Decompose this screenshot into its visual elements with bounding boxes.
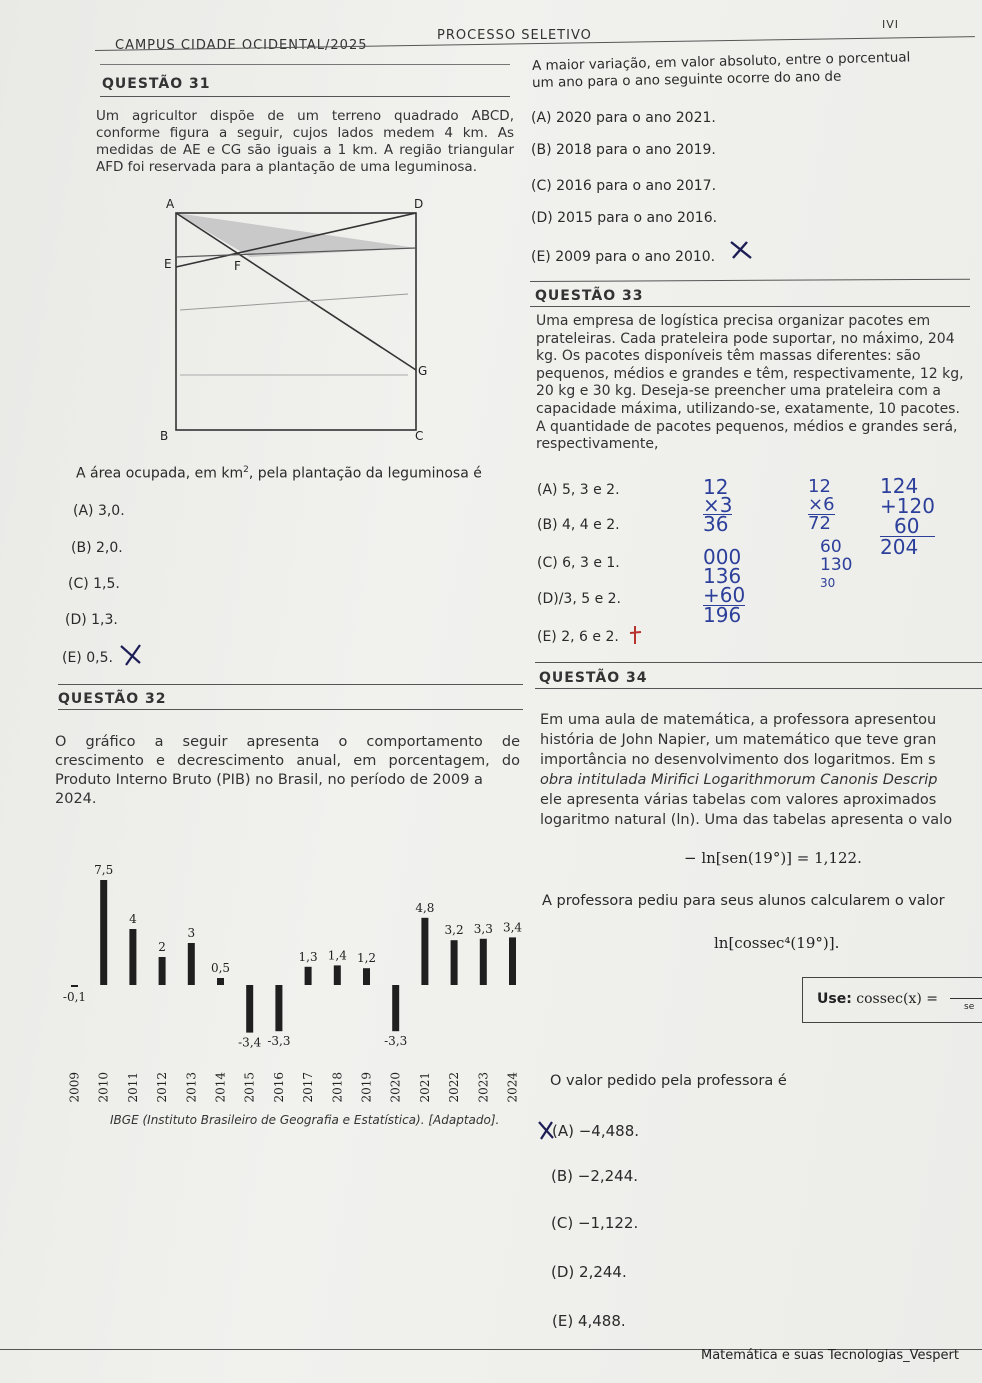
q33-option-e[interactable]: (E) 2, 6 e 2.	[537, 629, 619, 645]
data-label-2024: 3,4	[502, 920, 523, 935]
x-tick-2015: 2015	[242, 1072, 257, 1103]
q30-option-a[interactable]: (A) 2020 para o ano 2021.	[531, 110, 716, 126]
q34-top-rule	[535, 662, 982, 663]
q33-line-2: prateleiras. Cada prateleira pode suportar, no máximo, 204	[536, 330, 955, 347]
use-label: Use:	[817, 991, 852, 1007]
q31-option-e[interactable]: (E) 0,5.	[62, 650, 113, 666]
bar-2016	[275, 985, 282, 1031]
q33-text	[536, 313, 976, 454]
q31-option-d[interactable]: (D) 1,3.	[65, 612, 118, 628]
q31-title: QUESTÃO 31	[102, 76, 211, 92]
q32-line-2: crescimento e decrescimento anual, em porcentagem, do	[55, 753, 520, 769]
q33-option-a[interactable]: (A) 5, 3 e 2.	[537, 482, 620, 498]
square-figure	[150, 190, 440, 450]
bar-2009	[71, 985, 78, 987]
x-tick-2009: 2009	[67, 1072, 82, 1103]
q33-option-b[interactable]: (B) 4, 4 e 2.	[537, 517, 620, 533]
data-label-2020: -3,3	[384, 1034, 408, 1049]
q34-option-b[interactable]: (B) −2,244.	[551, 1167, 639, 1185]
use-hint	[817, 991, 938, 1007]
label-a: A	[166, 197, 175, 211]
q34-line-6: logaritmo natural (ln). Uma das tabelas apresenta o valo	[540, 812, 953, 828]
data-label-2015: -3,4	[238, 1035, 262, 1050]
q34-line-2: história de John Napier, um matemático que teve gran	[540, 732, 937, 748]
q34-title: QUESTÃO 34	[539, 670, 648, 686]
pib-bar-chart	[40, 840, 530, 1110]
q31-question	[76, 465, 482, 482]
x-tick-2018: 2018	[330, 1072, 345, 1103]
q30-option-b[interactable]: (B) 2018 para o ano 2019.	[531, 142, 716, 158]
label-e: E	[164, 257, 172, 271]
bar-2019	[363, 968, 370, 985]
top-left-rule	[100, 64, 510, 65]
q31-option-c[interactable]: (C) 1,5.	[68, 576, 120, 592]
q32-line-1: O gráfico a seguir apresenta o comportamento de	[55, 734, 520, 750]
q32-top-rule	[58, 684, 523, 685]
bar-2017	[305, 967, 312, 985]
handwriting-calc-1: 12 ×3 36	[703, 475, 733, 536]
handwriting-calc-5: 60 130 30	[820, 537, 853, 590]
data-label-2022: 3,2	[444, 923, 464, 938]
q31-title-rule	[100, 96, 510, 97]
bar-2013	[188, 943, 195, 985]
q31-option-a[interactable]: (A) 3,0.	[73, 503, 125, 519]
triangle-afd	[176, 213, 416, 257]
q33-option-d[interactable]: (D)/3, 5 e 2.	[537, 591, 622, 607]
data-label-2011: 4	[129, 912, 137, 926]
q30-text-line2: um ano para o ano seguinte ocorre do ano de	[531, 68, 842, 91]
x-tick-2023: 2023	[476, 1072, 491, 1103]
q34-formula-2: ln[cossec⁴(19°)].	[714, 934, 840, 952]
bar-2022	[451, 940, 458, 985]
x-tick-2010: 2010	[96, 1072, 111, 1103]
q34-option-d[interactable]: (D) 2,244.	[551, 1263, 627, 1281]
q31-question-pre: A área ocupada, em	[76, 465, 222, 482]
footer-label: Matemática e suas Tecnologias_Vespert	[701, 1348, 959, 1363]
q30-answer-mark	[727, 238, 757, 262]
q33-line-4: pequenos, médios e grandes e têm, respectivamente, 12 kg,	[536, 365, 964, 382]
q31-question-exp: 2	[243, 465, 249, 475]
q33-line-1: Uma empresa de logística precisa organizar pacotes em	[536, 313, 931, 329]
q33-top-rule	[530, 279, 970, 282]
bar-2021	[421, 918, 428, 985]
q32-title-rule	[58, 709, 523, 710]
q34-text	[540, 710, 982, 830]
use-frac-den: se	[964, 1002, 975, 1012]
q33-option-c[interactable]: (C) 6, 3 e 1.	[537, 555, 620, 571]
q32-line-4: 2024.	[55, 791, 97, 807]
processo-header: PROCESSO SELETIVO	[437, 28, 592, 43]
q33-line-6: capacidade máxima, utilizando-se, exatamente, 10 pacotes.	[536, 400, 960, 417]
pencil-line-2	[180, 294, 408, 310]
label-d: D	[414, 197, 424, 211]
bar-2010	[100, 880, 107, 985]
q33-line-3: kg. Os pacotes disponíveis têm massas diferentes: são	[536, 348, 921, 365]
bar-2015	[246, 985, 253, 1033]
bar-2018	[334, 965, 341, 985]
use-formula: cossec(x) =	[856, 991, 939, 1007]
bar-2011	[129, 929, 136, 985]
label-f: F	[234, 259, 241, 273]
data-label-2017: 1,3	[298, 949, 318, 964]
x-tick-2017: 2017	[301, 1072, 316, 1103]
q31-text: Um agricultor dispõe de um terreno quadrado ABCD, conforme figura a seguir, cujos lados medem 4 km. As medidas de AE e CG são iguais a 1 km. A região triangular AFD foi reservada para a plantação de uma leguminosa.	[96, 108, 514, 175]
q31-question-unit: km	[221, 465, 244, 482]
data-label-2013: 3	[187, 926, 196, 940]
data-label-2014: 0,5	[210, 961, 231, 975]
q33-line-7: A quantidade de pacotes pequenos, médios e grandes será,	[536, 418, 958, 435]
use-frac-line	[950, 998, 982, 999]
q34-formula-1: − ln[sen(19°)] = 1,122.	[684, 849, 862, 867]
q33-title-rule	[530, 306, 970, 307]
q34-line-1: Em uma aula de matemática, a professora apresentou	[540, 712, 937, 728]
q34-option-e[interactable]: (E) 4,488.	[552, 1312, 626, 1330]
bar-2023	[480, 939, 487, 985]
q34-line-5: ele apresenta várias tabelas com valores aproximados	[540, 792, 937, 808]
label-g: G	[418, 364, 428, 378]
campus-header: CAMPUS CIDADE OCIDENTAL/2025	[115, 38, 368, 53]
label-c: C	[415, 429, 424, 443]
x-tick-2024: 2024	[505, 1072, 520, 1103]
handwriting-calc-4: 000 136 +60 196	[703, 545, 746, 627]
q34-answer-intro: O valor pedido pela professora é	[550, 1073, 787, 1089]
q34-option-c[interactable]: (C) −1,122.	[551, 1214, 639, 1232]
data-label-2016: -3,3	[267, 1034, 291, 1049]
q32-text	[55, 733, 520, 809]
q34-title-rule	[535, 688, 982, 689]
label-b: B	[160, 429, 169, 443]
bar-2012	[159, 957, 166, 985]
q31-answer-mark	[118, 643, 146, 667]
q33-title: QUESTÃO 33	[535, 288, 644, 304]
q30-option-e[interactable]: (E) 2009 para o ano 2010.	[531, 249, 716, 265]
data-label-2009: -0,1	[62, 990, 87, 1004]
data-label-2010: 7,5	[94, 863, 114, 877]
q32-line-3: Produto Interno Bruto (PIB) no Brasil, no período de 2009 a	[55, 772, 483, 788]
q30-text-line1: A maior variação, em valor absoluto, entre o porcentual	[531, 49, 911, 74]
q33-line-5: 20 kg e 30 kg. Deseja-se preencher uma prateleira com a	[536, 383, 941, 400]
x-tick-2019: 2019	[359, 1072, 374, 1103]
x-tick-2021: 2021	[417, 1072, 432, 1103]
x-tick-2020: 2020	[388, 1072, 403, 1103]
q30-option-d[interactable]: (D) 2015 para o ano 2016.	[531, 210, 718, 226]
data-label-2023: 3,3	[473, 921, 493, 936]
x-tick-2016: 2016	[271, 1072, 286, 1103]
handwriting-calc-2: 12 ×6 72	[808, 476, 835, 534]
q34-option-a[interactable]: (A) −4,488.	[552, 1122, 640, 1140]
q33-answer-mark	[628, 624, 644, 646]
q31-option-b[interactable]: (B) 2,0.	[71, 540, 123, 556]
x-tick-2022: 2022	[447, 1072, 462, 1103]
corner-mark: IVI	[882, 18, 900, 31]
data-label-2018: 1,4	[327, 948, 347, 963]
data-label-2021: 4,8	[415, 900, 435, 915]
q34-ask: A professora pediu para seus alunos calcularem o valor	[542, 893, 945, 909]
q32-title: QUESTÃO 32	[58, 691, 167, 707]
x-tick-2014: 2014	[213, 1072, 228, 1103]
bar-2020	[392, 985, 399, 1031]
handwriting-calc-3: 124 +120 60 204	[880, 474, 935, 559]
bar-2024	[509, 937, 516, 985]
x-tick-2012: 2012	[155, 1072, 170, 1103]
data-label-2019: 1,2	[356, 951, 377, 966]
bar-2014	[217, 978, 224, 985]
q30-option-c[interactable]: (C) 2016 para o ano 2017.	[531, 178, 717, 194]
data-label-2012: 2	[158, 940, 166, 954]
q31-question-post: , pela plantação da leguminosa é	[248, 465, 482, 482]
x-tick-2013: 2013	[184, 1072, 199, 1103]
x-tick-2011: 2011	[125, 1072, 140, 1103]
q34-line-3: importância no desenvolvimento dos logaritmos. Em s	[540, 752, 936, 768]
q34-line-4: obra intitulada Mirifici Logarithmorum Canonis Descrip	[540, 772, 938, 788]
q32-source: IBGE (Instituto Brasileiro de Geografia e Estatística). [Adaptado].	[110, 1113, 500, 1127]
q33-line-8: respectivamente,	[536, 436, 659, 453]
